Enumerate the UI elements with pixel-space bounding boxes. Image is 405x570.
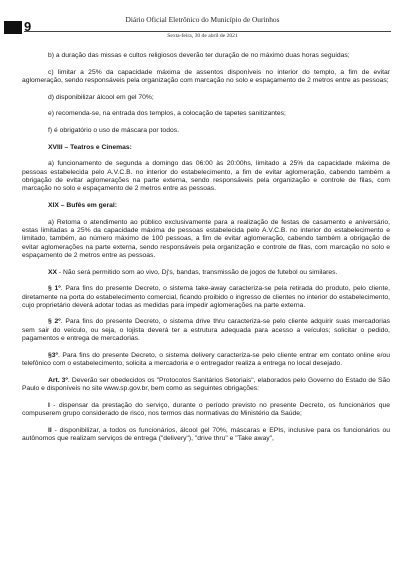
item-ii-text: - disponibilizar, a todos os funcionários, álcool gel 70%, máscaras e EPIs, inclusive para os funcionários ou autônomos que realizam serviços de entrega ("delivery"), "drive thru" e "Take away", <box>22 426 390 443</box>
section-3-label: §3º <box>48 351 58 359</box>
paragraph-section-2 <box>22 318 390 343</box>
page-header <box>0 0 405 46</box>
article-3-text: . Deverão ser obedecidos os "Protocolos Sanitários Setoriais", elaborados pelo Governo do Estado de São Paulo e disponíveis no site www.sp.gov.br, bem como as seguintes obrigações: <box>22 376 390 393</box>
paragraph-section-3 <box>22 352 390 369</box>
section-2-text: . Para fins do presente Decreto, o sistema drive thru caracteriza-se pelo cliente adquirir suas mercadorias sem sair do veículo, ou seja, o lojista deverá ter a estrutura adequada para acesso a veículos; solicitar o pedido, pagamentos e entrega de mercadorias. <box>22 318 390 343</box>
paragraph-tapetes: e) recomenda-se, na entrada dos templos, a colocação de tapetes sanitizantes; <box>48 110 286 118</box>
gazette-title: Diário Oficial Eletrônico do Município de Ourinhos <box>125 15 280 24</box>
article-3-label: Art. 3º <box>48 376 68 384</box>
heading-teatros-cinemas: XVIII – Teatros e Cinemas: <box>48 143 132 151</box>
paragraph-item-xx <box>22 269 390 277</box>
section-1-text: . Para fins do presente Decreto, o sistema take-away caracteriza-se pela retirada do produto, pelo cliente, diretamente na porta do estabelecimento comercial, ficando proibido o ingresso de clientes no interior do estabelecimento, cujo proprietário deverá adotar todas as medidas para impedir aglomerações na parte externa. <box>22 285 390 309</box>
gazette-date: Sexta-feira, 30 de abril de 2021 <box>167 33 238 39</box>
paragraph-section-1 <box>22 285 390 310</box>
document-body <box>22 52 390 452</box>
paragraph-item-i <box>22 402 390 419</box>
section-1-label: § 1º <box>48 285 61 293</box>
paragraph-item-ii <box>22 427 390 444</box>
section-2-label: § 2º <box>48 318 61 326</box>
item-i-text: - dispensar da prestação do serviço, durante o período previsto no presente Decreto, os funcionários que compuserem grupo considerado de risco, nos termos das normativas do Ministério da Saúde; <box>22 401 390 418</box>
item-xx-text: - Não será permitido som ao vivo, Dj's, bandas, transmissão de jogos de futebol ou similares. <box>57 268 338 276</box>
paragraph-limite-capacidade: c) limitar a 25% da capacidade máxima de assentos disponíveis no interior do templo, a fim de evitar aglomeração, sendo responsáveis pela organização com marcação no solo e espaçamento de 2 metros entre as pessoas; <box>22 68 390 84</box>
page-number: 9 <box>24 19 32 34</box>
paragraph-bufes: a) Retoma o atendimento ao público exclusivamente para a realização de festas de casamento e aniversário, estas limitadas a 25% da capacidade máxima de pessoas estabelecida pelo A.V.C.B. no interior do estabelecimento e limitado, também, ao número máximo de 100 pessoas, a fim de evitar aglomeração, cabendo também a obrigação de evitar aglomerações na parte externa, sendo responsáveis pela organização e controle de filas, com marcação no solo e espaçamento de 2 metros entre as pessoas. <box>22 218 390 259</box>
item-i-label: I <box>48 401 50 409</box>
paragraph-missas: b) a duração das missas e cultos religiosos deverão ter duração de no máximo duas horas seguidas; <box>48 52 350 59</box>
header-divider <box>24 31 391 32</box>
item-ii-label: II <box>48 426 52 434</box>
section-3-text: . Para fins do presente Decreto, o sistema delivery caracteriza-se pelo cliente entrar em contato online e/ou telefônico com o estabelecimento, solicita a mercadoria e o entregador realiza a entrega no local desejado. <box>22 351 390 368</box>
paragraph-alcool-gel: d) disponibilizar álcool em gel 70%; <box>48 93 154 101</box>
item-xx-label: XX <box>48 268 58 276</box>
paragraph-article-3 <box>22 377 390 394</box>
paragraph-mascara: f) é obrigatório o uso de máscara por todos. <box>48 126 179 134</box>
heading-bufes: XIX – Bufês em geral: <box>48 201 118 209</box>
paragraph-teatros: a) funcionamento de segunda a domingo das 06:00 às 20:00hs, limitado a 25% da capacidade máxima de pessoas estabelecida pelo A.V.C.B. no interior do estabelecimento, a fim de evitar aglomeração, cabendo também a obrigação de evitar aglomerações na parte externa, sendo responsáveis pela organização e controle de filas, com marcação no solo e espaçamento de 2 metros entre as pessoas. <box>22 160 390 193</box>
